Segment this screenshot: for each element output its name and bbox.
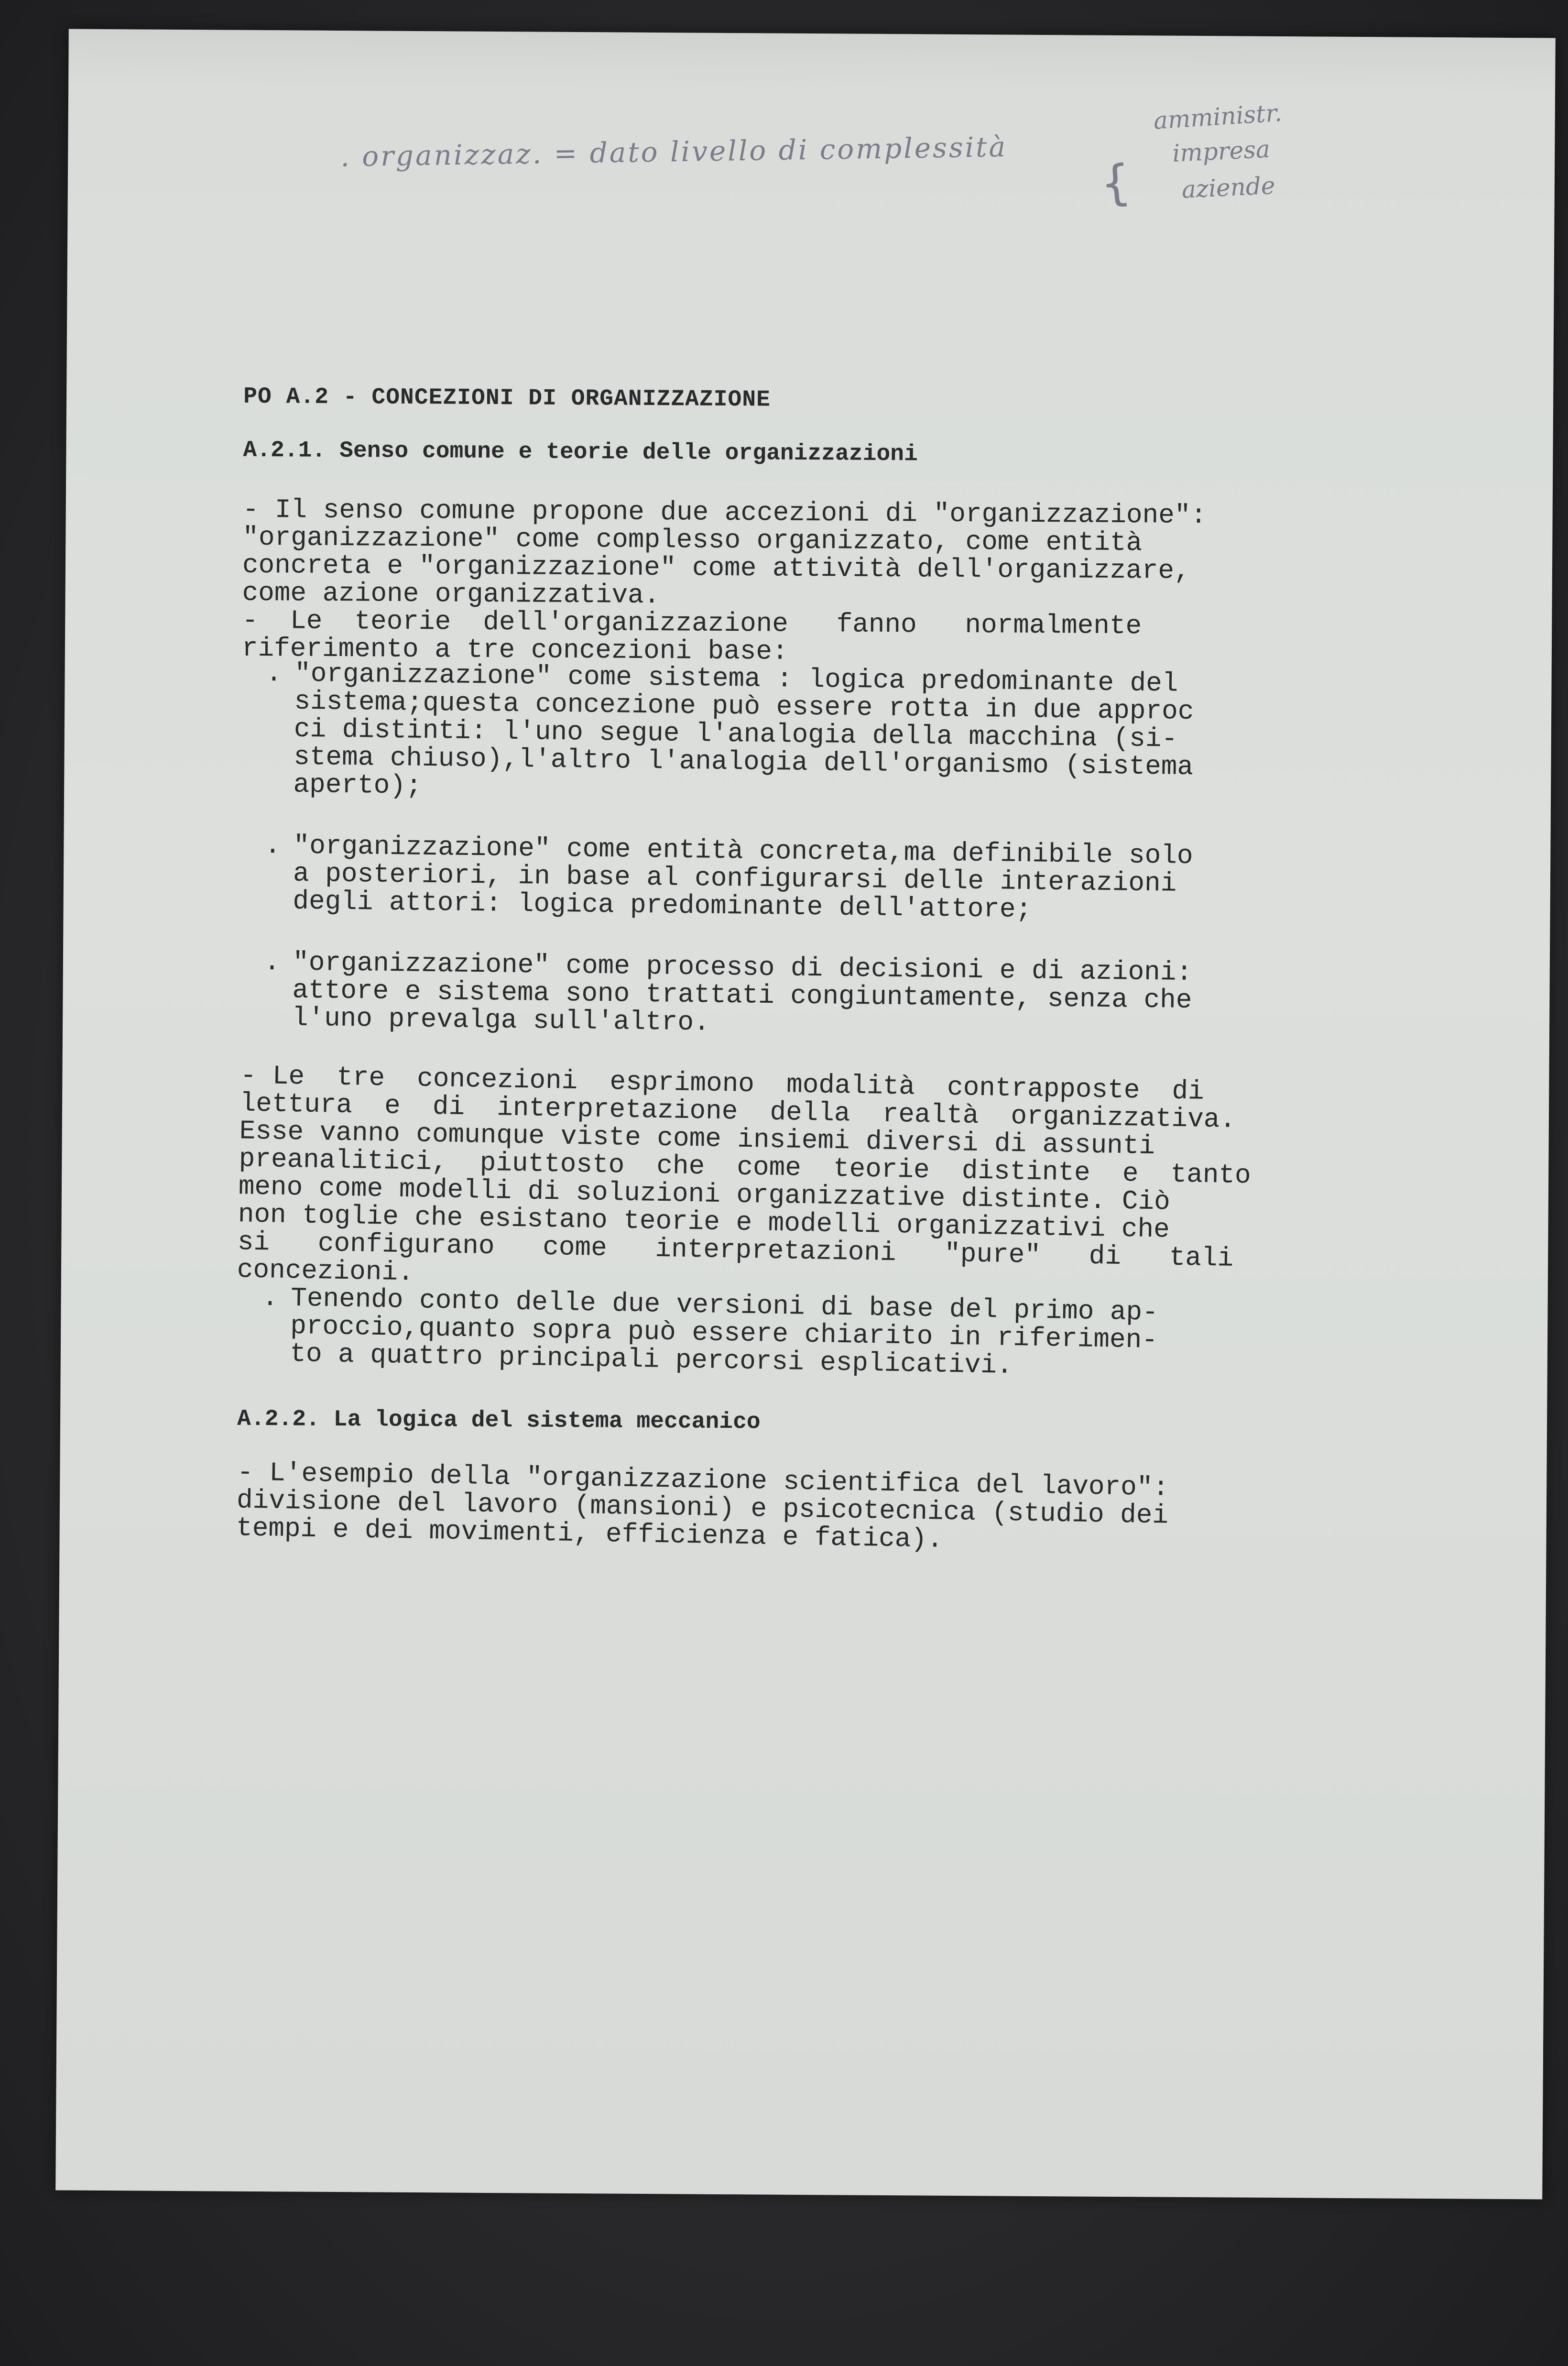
section-heading: A.2.2. La logica del sistema meccanico [237, 1406, 761, 1435]
paper-sheet [55, 29, 1556, 2200]
handwritten-brace-icon: { [1098, 153, 1133, 212]
paragraph: - Le tre concezioni esprimono modalità contrapposte di lettura e di interpretazione della realtà organizzativa. Esse vanno comunque viste come insiemi diversi di assunti preanalitici, piuttosto che come teorie distinte e tanto meno come modelli di soluzioni organizzative distinte. Ciò non toglie che esistano teorie e modelli organizzativi che si configurano come interpretazioni "pure" di tali concezioni. [237, 1060, 1252, 1288]
section-heading: A.2.1. Senso comune e teorie delle organizzazioni [243, 437, 918, 468]
handwritten-branch: amministr. [1153, 99, 1283, 135]
bullet-marker: . [264, 830, 281, 861]
list-item-text: "organizzazione" come sistema : logica predominante del sistema;questa concezione può essere rotta in due approc ci distinti: l'uno segue l'analogia della macchina (si- stema chiuso),l'altro l'analogia dell'organismo (sistema aperto); [293, 658, 1194, 801]
list-item [263, 948, 1378, 1044]
list-item [264, 832, 1379, 927]
document-title: PO A.2 - CONCEZIONI DI ORGANIZZAZIONE [243, 383, 771, 413]
bullet-marker: . [263, 946, 281, 978]
handwritten-branch: aziende [1181, 171, 1276, 204]
bullet-marker: . [265, 657, 283, 689]
paragraph: - Il senso comune propone due accezioni di "organizzazione": "organizzazione" come complesso organizzato, come entità concreta e "organizzazione" come attività dell'organizzare, come azione organizzativa. [242, 494, 1207, 611]
list-item-text: "organizzazione" come processo di decisioni e di azioni: attore e sistema sono trattati congiuntamente, senza che l'uno prevalga sull'altro. [292, 947, 1193, 1038]
paragraph: - Le teorie dell'organizzazione fanno normalmente riferimento a tre concezioni base: [241, 605, 1142, 667]
bullet-marker: . [261, 1282, 279, 1314]
list-item [264, 659, 1380, 811]
handwritten-note-main: . organizzaz. = dato livello di complessità [340, 130, 1008, 173]
list-item-text: Tenendo conto delle due versioni di base del primo ap- proccio,quanto sopra può essere chiarito in riferimen- to a quattro principali percorsi esplicativi. [289, 1282, 1159, 1381]
list-item-text: "organizzazione" come entità concreta,ma definibile solo a posteriori, in base al configurarsi delle interazioni degli attori: logica predominante dell'attore; [293, 830, 1193, 925]
typed-document [236, 384, 1381, 1555]
paragraph: - L'esempio della "organizzazione scientifica del lavoro": divisione del lavoro (mansioni) e psicotecnica (studio dei tempi e dei movimenti, efficienza e fatica). [236, 1457, 1169, 1555]
handwritten-note [340, 78, 1393, 219]
handwritten-branch: impresa [1172, 135, 1271, 167]
list-item [261, 1284, 1376, 1386]
